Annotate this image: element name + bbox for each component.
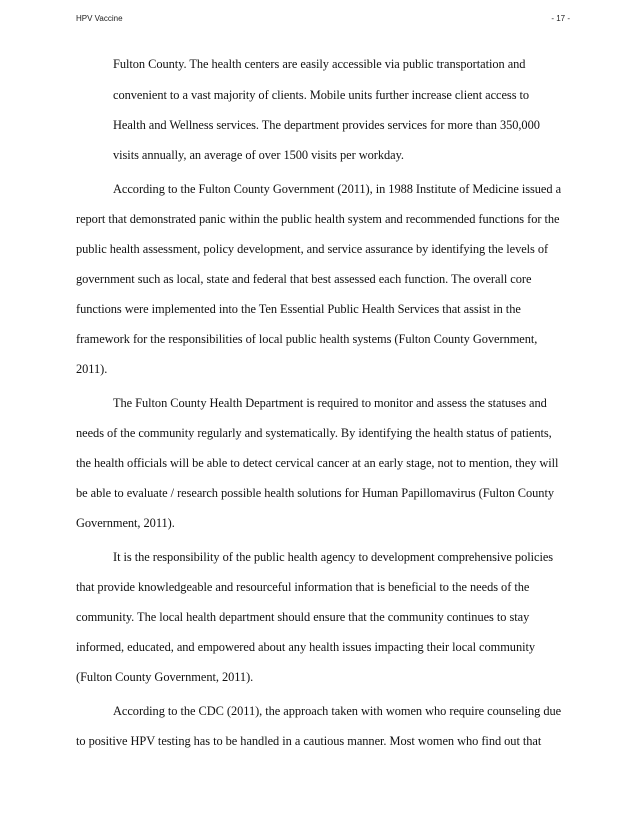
text-line: the health officials will be able to detect cervical cancer at an early stage, not to mention, they will <box>76 456 559 470</box>
text-line: be able to evaluate / research possible health solutions for Human Papillomavirus (Fulton County <box>76 486 554 500</box>
text-line: that provide knowledgeable and resourceful information that is beneficial to the needs of the <box>76 580 530 594</box>
text-line: to positive HPV testing has to be handled in a cautious manner. Most women who find out that <box>76 734 542 748</box>
text-line: informed, educated, and empowered about any health issues impacting their local community <box>76 640 536 654</box>
quote-line: visits annually, an average of over 1500 visits per workday. <box>113 148 404 162</box>
text-line: public health assessment, policy development, and service assurance by identifying the levels of <box>76 242 549 256</box>
text-line: community. The local health department should ensure that the community continues to stay <box>76 610 530 624</box>
text-line: needs of the community regularly and systematically. By identifying the health status of patients, <box>76 426 552 440</box>
text-line: Government, 2011). <box>76 516 175 530</box>
text-line: functions were implemented into the Ten Essential Public Health Services that assist in the <box>76 302 521 316</box>
text-line: According to the CDC (2011), the approach taken with women who require counseling due <box>113 704 562 718</box>
text-line: The Fulton County Health Department is required to monitor and assess the statuses and <box>113 396 547 410</box>
text-line: report that demonstrated panic within the public health system and recommended functions for the <box>76 212 560 226</box>
page-number: - 17 - <box>551 14 570 23</box>
text-line: It is the responsibility of the public health agency to development comprehensive policies <box>113 550 554 564</box>
text-line: 2011). <box>76 362 108 376</box>
text-line: framework for the responsibilities of local public health systems (Fulton County Government, <box>76 332 538 346</box>
quote-line: Fulton County. The health centers are easily accessible via public transportation and <box>113 57 526 71</box>
running-head: HPV Vaccine <box>76 14 123 23</box>
quote-line: convenient to a vast majority of clients. Mobile units further increase client access to <box>113 88 530 102</box>
quote-line: Health and Wellness services. The department provides services for more than 350,000 <box>113 118 540 132</box>
text-line: government such as local, state and federal that best assessed each function. The overall core <box>76 272 532 286</box>
text-line: (Fulton County Government, 2011). <box>76 670 254 684</box>
text-line: According to the Fulton County Government (2011), in 1988 Institute of Medicine issued a <box>113 182 562 196</box>
